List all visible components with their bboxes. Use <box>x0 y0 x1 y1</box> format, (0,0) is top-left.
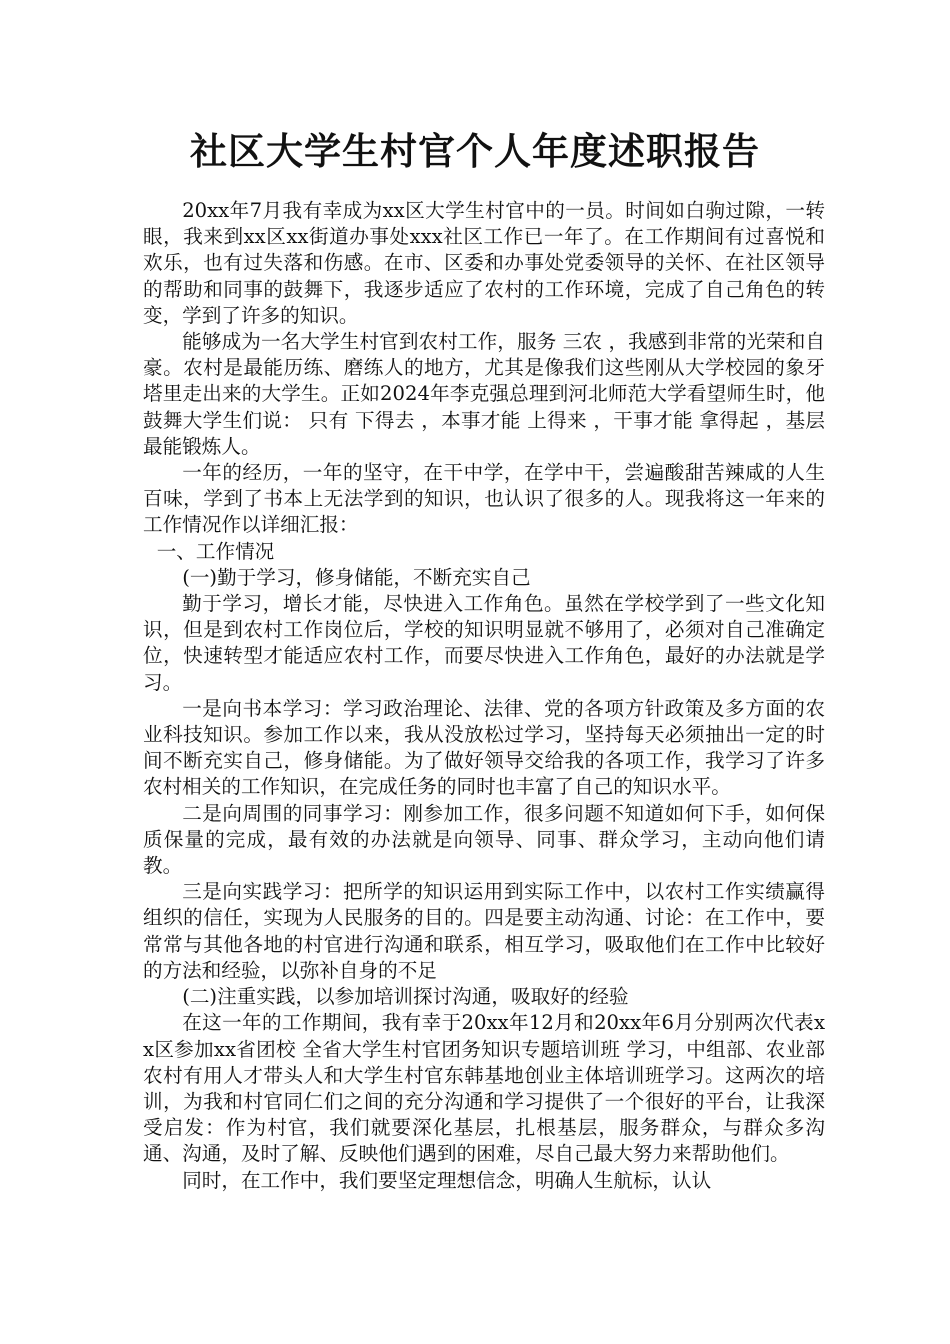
document-title: 社区大学生村官个人年度述职报告 <box>190 130 760 173</box>
subsection-heading-study: (一)勤于学习，修身储能，不断充实自己 <box>182 565 531 589</box>
paragraph-training: 在这一年的工作期间，我有幸于20xx年12月和20xx年6月分别两次代表xx区参加xx省团校 全省大学生村官团务知识专题培训班 学习，中组部、农业部农村有用人才带头人和大学生村官东韩基地创业主体培训班学习。这两次的培训，为我和村官同仁们之间的充分沟通和学习提供了一个很好的平台，让我深受启发：作为村官，我们就要深化基层，扎根基层，服务群众，与群众多沟通、沟通，及时了解、反映他们遇到的困难，尽自己最大努力来帮助他们。 <box>143 1011 825 1166</box>
subsection-heading-training: (二)注重实践，以参加培训探讨沟通，吸取好的经验 <box>182 985 629 1009</box>
paragraph-ideals: 同时，在工作中，我们要坚定理想信念，明确人生航标，认认 <box>182 1168 712 1192</box>
document-body <box>143 198 825 1194</box>
paragraph-intro: 20xx年7月我有幸成为xx区大学生村官中的一员。时间如白驹过隙，一转眼，我来到xx区xx街道办事处xxx社区工作已一年了。在工作期间有过喜悦和欢乐，也有过失落和伤感。在市、区委和办事处党委领导的关怀、在社区领导的帮助和同事的鼓舞下，我逐步适应了农村的工作环境，完成了自己角色的转变，学到了许多的知识。 <box>143 199 825 327</box>
paragraph-study: 勤于学习，增长才能，尽快进入工作角色。虽然在学校学到了一些文化知识，但是到农村工作岗位后，学校的知识明显就不够用了，必须对自己准确定位，快速转型才能适应农村工作，而要尽快进入工作角色，最好的办法就是学习。 <box>143 592 825 694</box>
paragraph-colleagues: 二是向周围的同事学习：刚参加工作，很多问题不知道如何下手，如何保质保量的完成，最有效的办法就是向领导、同事、群众学习，主动向他们请教。 <box>143 801 825 878</box>
section-heading-work: 一、工作情况 <box>156 539 275 563</box>
paragraph-books: 一是向书本学习：学习政治理论、法律、党的各项方针政策及多方面的农业科技知识。参加工作以来，我从没放松过学习，坚持每天必须抽出一定的时间不断充实自己，修身储能。为了做好领导交给我的各项工作，我学习了许多农村相关的工作知识，在完成任务的同时也丰富了自己的知识水平。 <box>143 696 825 799</box>
paragraph-experience: 一年的经历，一年的坚守，在干中学，在学中干，尝遍酸甜苦辣咸的人生百味，学到了书本上无法学到的知识，也认识了很多的人。现我将这一年来的工作情况作以详细汇报： <box>143 461 825 537</box>
paragraph-honor: 能够成为一名大学生村官到农村工作，服务 三农 ，我感到非常的光荣和自豪。农村是最能历练、磨练人的地方，尤其是像我们这些刚从大学校园的象牙塔里走出来的大学生。正如2024年李克强总理到河北师范大学看望师生时，他鼓舞大学生们说： 只有 下得去 ，本事才能 上得来 ，干事才能 拿得起 ，基层最能锻炼人。 <box>143 330 825 458</box>
paragraph-practice: 三是向实践学习：把所学的知识运用到实际工作中，以农村工作实绩赢得组织的信任，实现为人民服务的目的。四是要主动沟通、讨论：在工作中，要常常与其他各地的村官进行沟通和联系，相互学习，吸取他们在工作中比较好的方法和经验，以弥补自身的不足 <box>143 880 825 982</box>
